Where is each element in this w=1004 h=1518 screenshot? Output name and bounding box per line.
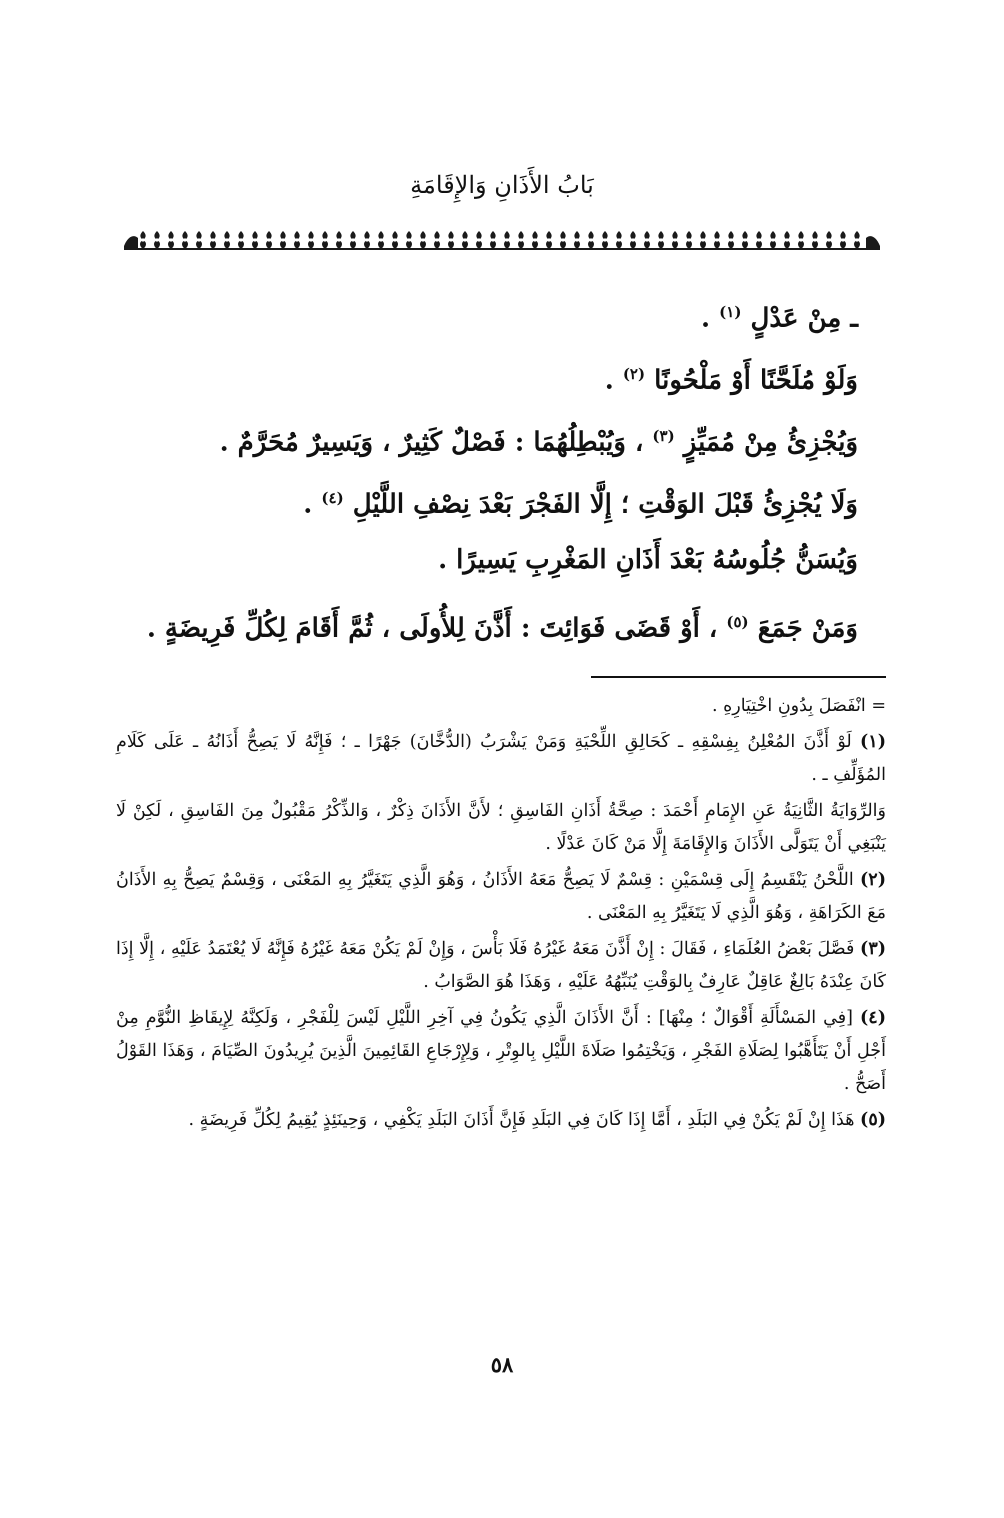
footnote-text: هَذَا إِنْ لَمْ يَكُنْ فِي البَلَدِ ، أَمَّا إِذَا كَانَ فِي البَلَدِ فَإِنَّ أَذَانَ البَلَدِ يَكْفِي ، وَحِينَئِذٍ يُقِيمُ لِكُلِّ فَرِيضَةٍ . — [188, 1110, 855, 1130]
footnotes — [116, 690, 886, 1140]
footnote — [116, 1002, 886, 1101]
matn-line-text: وَيُسَنُّ جُلُوسُهُ بَعْدَ أَذَانِ المَغْرِبِ يَسِيرًا . — [438, 545, 858, 575]
footnote-reference: (٥) — [726, 613, 749, 631]
footnote-number: (٥) — [860, 1110, 886, 1130]
footnote-text: = انْفَصَلَ بِدُونِ اخْتِيَارِهِ . — [711, 696, 886, 716]
footnote-text: فَصَّلَ بَعْضُ العُلَمَاءِ ، فَقَالَ : إِنْ أَذَّنَ مَعَهُ غَيْرُهُ فَلَا بَأْسَ ، وَإِنْ لَمْ يَكُنْ مَعَهُ غَيْرُهُ فَإِنَّهُ لَا يُعْتَمَدُ عَلَيْهِ ، إِلَّا إِذَا كَانَ عِنْدَهُ بَالِغٌ عَاقِلٌ عَارِفٌ بِالوَقْتِ يُنَبِّهُهُ عَلَيْهِ ، وَهَذَا هُوَ الصَّوَابُ . — [116, 939, 886, 992]
footnote-continuation — [116, 690, 886, 723]
matn-line — [138, 352, 858, 414]
matn-line-end: ، وَيُبْطِلُهُمَا : فَصْلٌ كَثِيرٌ ، وَيَسِيرٌ مُحَرَّمٌ . — [219, 427, 644, 458]
footnote — [116, 864, 886, 930]
footnote-number: (٣) — [860, 939, 886, 959]
matn-line-text: وَيُجْزِئُ مِنْ مُمَيِّزٍ — [683, 427, 858, 458]
ornament-pattern-icon — [122, 228, 882, 252]
matn-line — [138, 414, 858, 476]
matn-line-end: . — [701, 303, 711, 334]
matn-line-end: . — [604, 365, 614, 396]
footnote — [116, 1104, 886, 1137]
matn-line-end: ، أَوْ قَضَى فَوَائِتَ : أَذَّنَ لِلأُولَى ، ثُمَّ أَقَامَ لِكُلِّ فَرِيضَةٍ . — [146, 613, 718, 644]
matn-line-end: . — [303, 489, 313, 520]
footnote-reference: (٤) — [321, 489, 344, 507]
page-number: ٥٨ — [490, 1352, 514, 1377]
footnote-text: لَوْ أَذَّنَ المُعْلِنُ بِفِسْقِهِ ـ كَحَالِقِ اللِّحْيَةِ وَمَنْ يَشْرَبُ (الدُّخَّانَ) جَهْرًا ـ ؛ فَإِنَّهُ لَا يَصِحُّ أَذَانُهُ ـ عَلَى كَلَامِ المُؤَلِّفِ ـ . — [116, 732, 886, 785]
footnote-text: اللَّحْنُ يَنْقَسِمُ إِلَى قِسْمَيْنِ : قِسْمٌ لَا يَصِحُّ مَعَهُ الأَذَانُ ، وَهُوَ الَّذِي يَتَغَيَّرُ بِهِ المَعْنَى ، وَقِسْمٌ يَصِحُّ بِهِ الأَذَانُ مَعَ الكَرَاهَةِ ، وَهُوَ الَّذِي لَا يَتَغَيَّرُ بِهِ المَعْنَى . — [116, 870, 886, 923]
footnote — [116, 795, 886, 861]
footnote — [116, 933, 886, 999]
matn-line — [138, 538, 858, 600]
footnote-number: (١) — [860, 732, 886, 752]
matn-line-text: وَلَوْ مُلَحَّنًا أَوْ مَلْحُونًا — [654, 365, 858, 396]
matn-text — [138, 290, 858, 662]
footnote — [116, 726, 886, 792]
footnote-text: وَالرِّوَايَةُ الثَّانِيَةُ عَنِ الإِمَامِ أَحْمَدَ : صِحَّةُ أَذَانِ الفَاسِقِ ؛ لأَنَّ الأَذَانَ ذِكْرٌ ، وَالذِّكْرُ مَقْبُولٌ مِنَ الفَاسِقِ ، لَكِنْ لَا يَنْبَغِي أَنْ يَتَوَلَّى الأَذَانَ وَالإِقَامَةَ إِلَّا مَنْ كَانَ عَدْلًا . — [116, 801, 886, 854]
footnote-reference: (١) — [719, 303, 742, 321]
footnote-number: (٤) — [860, 1008, 886, 1028]
matn-line-text: وَمَنْ جَمَعَ — [757, 613, 858, 644]
ornamental-border — [122, 228, 882, 252]
footnote-reference: (٣) — [652, 427, 675, 445]
footnote-number: (٢) — [860, 870, 886, 890]
matn-line — [138, 600, 858, 662]
matn-line-text: ـ مِنْ عَدْلٍ — [750, 303, 858, 334]
footnote-text: [فِي المَسْأَلَةِ أَقْوَالٌ ؛ مِنْهَا] : أَنَّ الأَذَانَ الَّذِي يَكُونُ فِي آخِرِ اللَّيْلِ لَيْسَ لِلْفَجْرِ ، وَلَكِنَّهُ لِإِيقَاظِ النُّوَّمِ مِنْ أَجْلِ أَنْ يَتَأَهَّبُوا لِصَلَاةِ الفَجْرِ ، وَيَخْتِمُوا صَلَاةَ اللَّيْلِ بِالوِتْرِ ، وَلِإِرْجَاعِ القَائِمِينَ الَّذِينَ يُرِيدُونَ الصِّيَامَ ، وَهَذَا القَوْلُ أَصَحُّ . — [116, 1008, 886, 1094]
footnote-separator — [591, 676, 886, 678]
matn-line — [138, 290, 858, 352]
matn-line — [138, 476, 858, 538]
footnote-reference: (٢) — [622, 365, 646, 383]
matn-line-text: وَلَا يُجْزِئُ قَبْلَ الوَقْتِ ؛ إِلَّا الفَجْرَ بَعْدَ نِصْفِ اللَّيْلِ — [352, 489, 858, 520]
running-header-title: بَابُ الأَذَانِ وَالإِقَامَةِ — [410, 171, 594, 199]
